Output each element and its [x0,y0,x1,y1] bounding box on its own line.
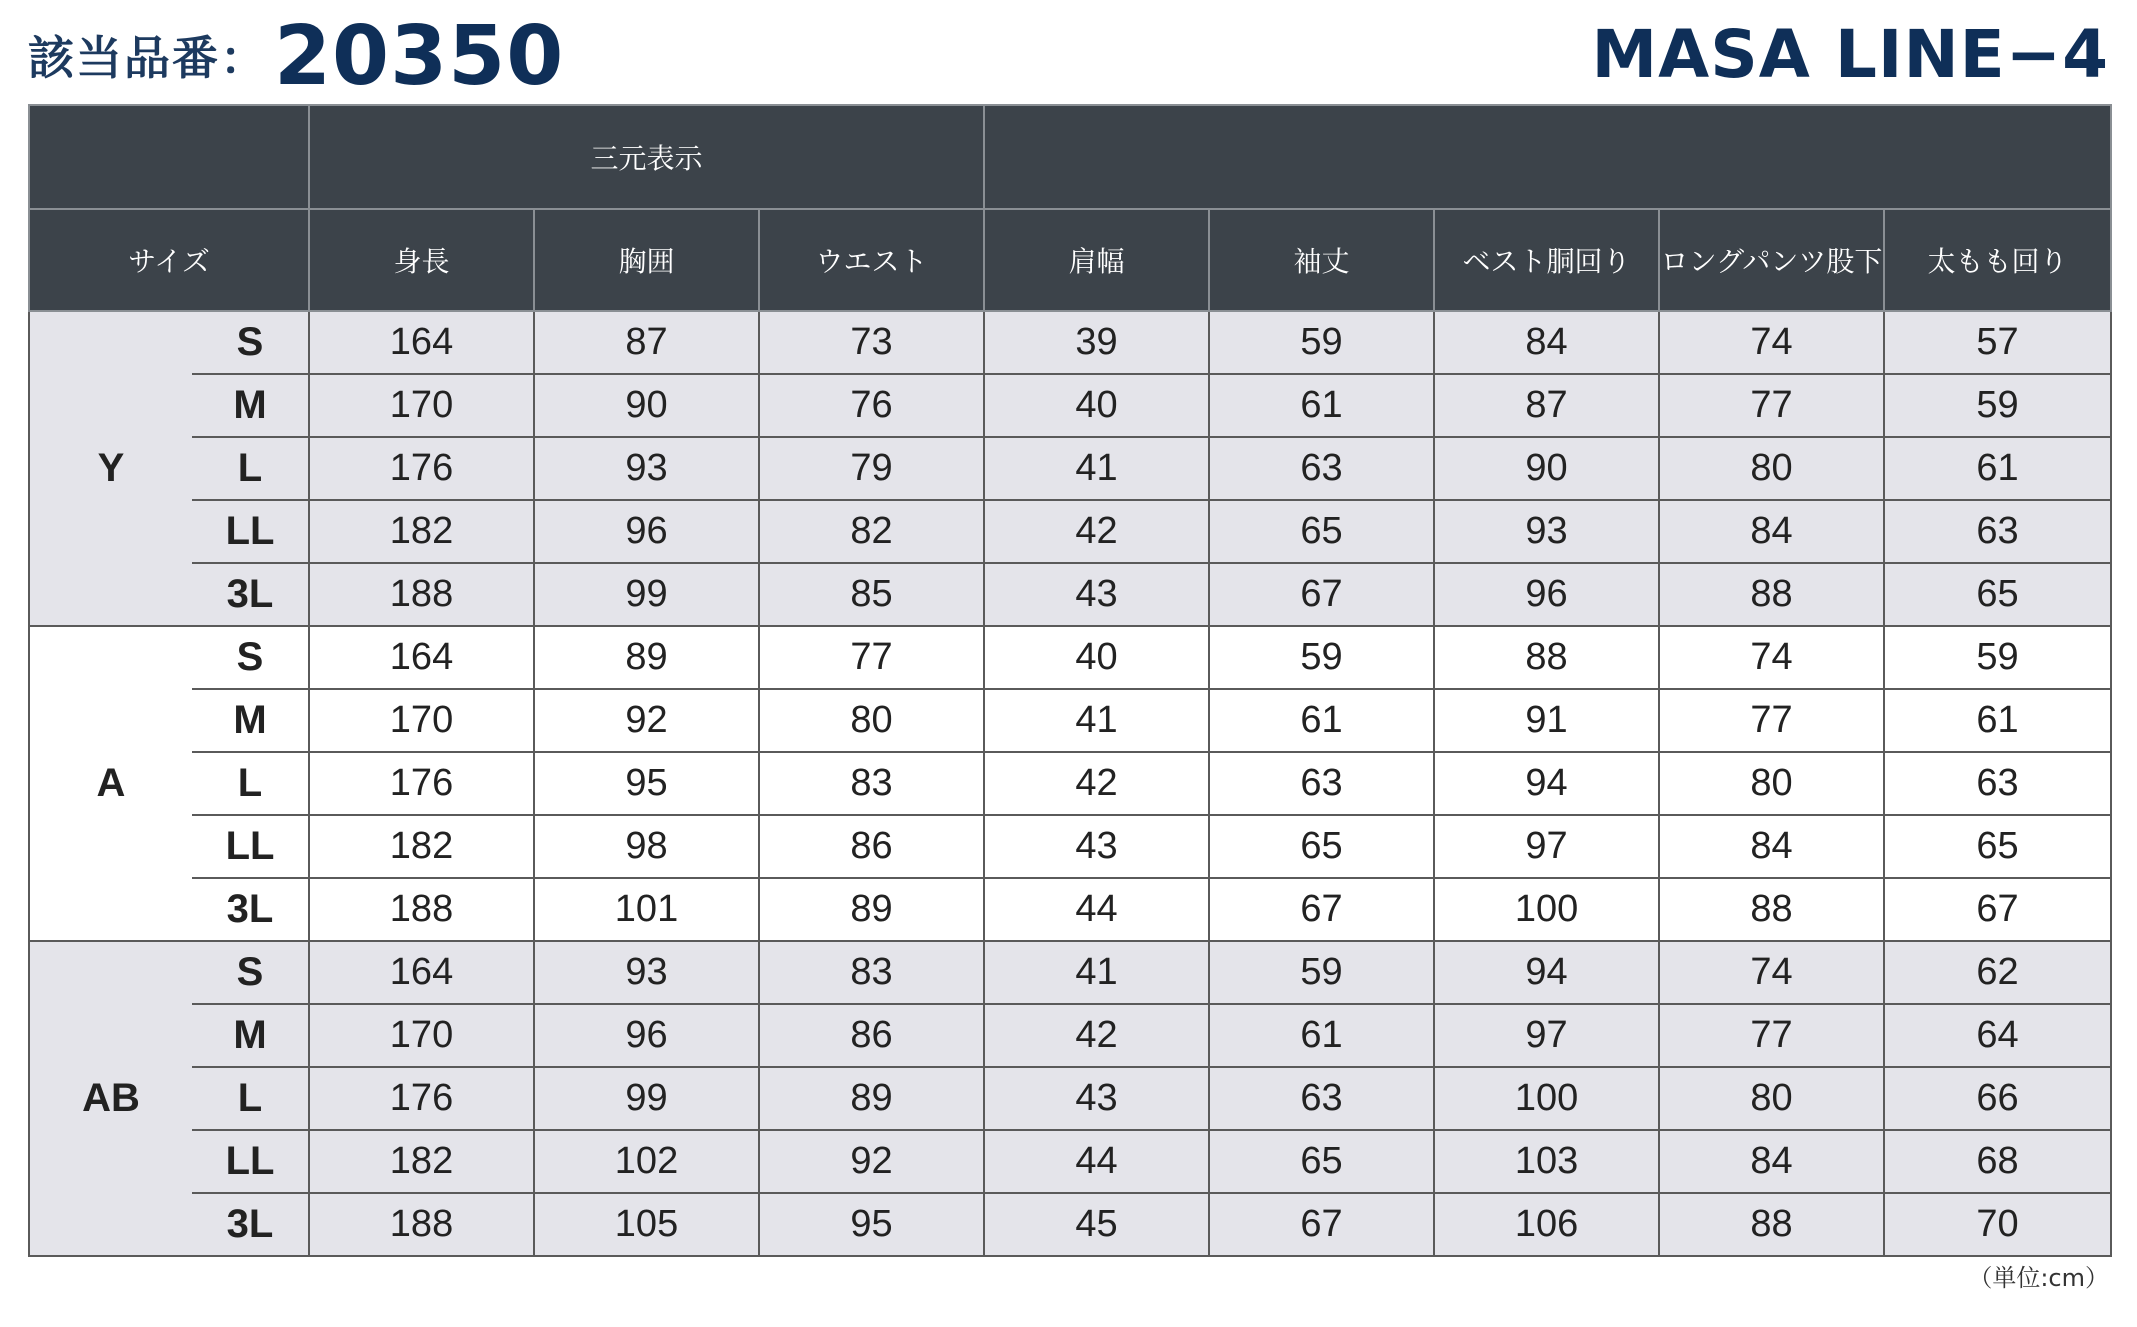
measurement-cell: 44 [984,1130,1209,1193]
fit-type-cell: Y [29,311,192,626]
measurement-cell: 40 [984,626,1209,689]
measurement-cell: 105 [534,1193,759,1256]
measurement-cell: 95 [759,1193,984,1256]
measurement-cell: 98 [534,815,759,878]
measurement-cell: 39 [984,311,1209,374]
measurement-cell: 93 [534,941,759,1004]
measurement-cell: 102 [534,1130,759,1193]
size-cell: M [192,374,309,437]
measurement-cell: 67 [1884,878,2111,941]
measurement-cell: 59 [1209,311,1434,374]
measurement-cell: 96 [534,1004,759,1067]
col-header-sleeve: 袖丈 [1209,209,1434,311]
series-name: MASA LINE−4 [1591,16,2109,93]
measurement-cell: 73 [759,311,984,374]
measurement-cell: 83 [759,752,984,815]
size-cell: LL [192,815,309,878]
measurement-cell: 95 [534,752,759,815]
measurement-cell: 45 [984,1193,1209,1256]
measurement-cell: 164 [309,626,534,689]
measurement-cell: 61 [1209,374,1434,437]
measurement-cell: 100 [1434,1067,1659,1130]
measurement-cell: 44 [984,878,1209,941]
measurement-cell: 42 [984,500,1209,563]
measurement-cell: 41 [984,689,1209,752]
measurement-cell: 93 [534,437,759,500]
table-row [29,878,2111,941]
measurement-cell: 84 [1659,500,1884,563]
measurement-cell: 90 [1434,437,1659,500]
measurement-cell: 77 [759,626,984,689]
size-header: サイズ [29,209,309,311]
measurement-cell: 80 [1659,437,1884,500]
measurement-cell: 76 [759,374,984,437]
measurement-cell: 80 [759,689,984,752]
measurement-cell: 88 [1659,563,1884,626]
measurement-cell: 65 [1884,563,2111,626]
table-row [29,311,2111,374]
measurement-cell: 43 [984,1067,1209,1130]
measurement-cell: 106 [1434,1193,1659,1256]
product-heading [28,8,565,104]
group-header-3d: 三元表示 [309,105,984,209]
measurement-cell: 74 [1659,311,1884,374]
header-blank-cell [29,105,309,209]
measurement-cell: 188 [309,1193,534,1256]
measurement-cell: 62 [1884,941,2111,1004]
measurement-cell: 176 [309,437,534,500]
measurement-cell: 182 [309,1130,534,1193]
measurement-cell: 100 [1434,878,1659,941]
table-row [29,374,2111,437]
measurement-cell: 59 [1209,941,1434,1004]
size-cell: M [192,1004,309,1067]
measurement-cell: 91 [1434,689,1659,752]
measurement-cell: 176 [309,1067,534,1130]
measurement-cell: 42 [984,752,1209,815]
measurement-cell: 164 [309,941,534,1004]
measurement-cell: 99 [534,1067,759,1130]
measurement-cell: 188 [309,878,534,941]
product-label: 該当品番： [28,31,268,85]
measurement-cell: 182 [309,815,534,878]
measurement-cell: 85 [759,563,984,626]
measurement-cell: 93 [1434,500,1659,563]
measurement-cell: 90 [534,374,759,437]
measurement-cell: 182 [309,500,534,563]
size-cell: 3L [192,563,309,626]
measurement-cell: 84 [1659,1130,1884,1193]
measurement-cell: 96 [1434,563,1659,626]
measurement-cell: 70 [1884,1193,2111,1256]
measurement-cell: 74 [1659,941,1884,1004]
table-row [29,1130,2111,1193]
measurement-cell: 164 [309,311,534,374]
measurement-cell: 87 [534,311,759,374]
measurement-cell: 86 [759,815,984,878]
measurement-cell: 80 [1659,752,1884,815]
measurement-cell: 61 [1209,689,1434,752]
measurement-cell: 88 [1659,878,1884,941]
table-row [29,941,2111,1004]
measurement-cell: 66 [1884,1067,2111,1130]
table-row [29,1193,2111,1256]
measurement-cell: 63 [1884,500,2111,563]
header-blank-cell-right [984,105,2111,209]
measurement-cell: 61 [1884,689,2111,752]
size-cell: L [192,437,309,500]
size-cell: LL [192,500,309,563]
measurement-cell: 64 [1884,1004,2111,1067]
measurement-cell: 188 [309,563,534,626]
measurement-cell: 80 [1659,1067,1884,1130]
measurement-cell: 92 [534,689,759,752]
measurement-cell: 94 [1434,941,1659,1004]
measurement-cell: 59 [1209,626,1434,689]
measurement-cell: 82 [759,500,984,563]
measurement-cell: 40 [984,374,1209,437]
measurement-cell: 65 [1209,1130,1434,1193]
table-row [29,752,2111,815]
size-chart-table [28,104,2112,1257]
measurement-cell: 99 [534,563,759,626]
measurement-cell: 89 [759,878,984,941]
measurement-cell: 170 [309,374,534,437]
table-row [29,689,2111,752]
col-header-inseam: ロングパンツ股下 [1659,209,1884,311]
measurement-cell: 83 [759,941,984,1004]
size-cell: LL [192,1130,309,1193]
table-row [29,500,2111,563]
col-header-thigh: 太もも回り [1884,209,2111,311]
size-cell: M [192,689,309,752]
table-body [29,311,2111,1256]
measurement-cell: 94 [1434,752,1659,815]
measurement-cell: 41 [984,437,1209,500]
measurement-cell: 63 [1209,437,1434,500]
col-header-vest-waist: ベスト胴回り [1434,209,1659,311]
measurement-cell: 43 [984,563,1209,626]
measurement-cell: 63 [1209,752,1434,815]
measurement-cell: 96 [534,500,759,563]
size-cell: S [192,311,309,374]
measurement-cell: 101 [534,878,759,941]
measurement-cell: 59 [1884,374,2111,437]
measurement-cell: 77 [1659,1004,1884,1067]
table-row [29,1067,2111,1130]
measurement-cell: 92 [759,1130,984,1193]
size-cell: 3L [192,1193,309,1256]
measurement-cell: 63 [1209,1067,1434,1130]
table-row [29,563,2111,626]
measurement-cell: 88 [1434,626,1659,689]
measurement-cell: 61 [1209,1004,1434,1067]
measurement-cell: 97 [1434,815,1659,878]
measurement-cell: 61 [1884,437,2111,500]
measurement-cell: 42 [984,1004,1209,1067]
measurement-cell: 77 [1659,374,1884,437]
fit-type-cell: A [29,626,192,941]
unit-note: （単位:cm） [1968,1264,2109,1292]
measurement-cell: 65 [1209,500,1434,563]
size-cell: 3L [192,878,309,941]
measurement-cell: 103 [1434,1130,1659,1193]
measurement-cell: 68 [1884,1130,2111,1193]
measurement-cell: 170 [309,689,534,752]
measurement-cell: 67 [1209,563,1434,626]
table-row [29,1004,2111,1067]
measurement-cell: 97 [1434,1004,1659,1067]
measurement-cell: 79 [759,437,984,500]
measurement-cell: 89 [534,626,759,689]
col-header-waist: ウエスト [759,209,984,311]
table-row [29,626,2111,689]
measurement-cell: 74 [1659,626,1884,689]
size-cell: S [192,941,309,1004]
col-header-chest: 胸囲 [534,209,759,311]
measurement-cell: 77 [1659,689,1884,752]
size-cell: S [192,626,309,689]
measurement-cell: 59 [1884,626,2111,689]
measurement-cell: 41 [984,941,1209,1004]
measurement-cell: 84 [1434,311,1659,374]
measurement-cell: 63 [1884,752,2111,815]
size-cell: L [192,752,309,815]
col-header-height: 身長 [309,209,534,311]
measurement-cell: 65 [1884,815,2111,878]
measurement-cell: 87 [1434,374,1659,437]
size-cell: L [192,1067,309,1130]
measurement-cell: 176 [309,752,534,815]
product-number: 20350 [274,9,565,104]
fit-type-cell: AB [29,941,192,1256]
measurement-cell: 84 [1659,815,1884,878]
measurement-cell: 89 [759,1067,984,1130]
measurement-cell: 86 [759,1004,984,1067]
measurement-cell: 88 [1659,1193,1884,1256]
measurement-cell: 43 [984,815,1209,878]
table-row [29,437,2111,500]
col-header-shoulder: 肩幅 [984,209,1209,311]
measurement-cell: 67 [1209,1193,1434,1256]
measurement-cell: 170 [309,1004,534,1067]
measurement-cell: 57 [1884,311,2111,374]
table-row [29,815,2111,878]
measurement-cell: 65 [1209,815,1434,878]
measurement-cell: 67 [1209,878,1434,941]
